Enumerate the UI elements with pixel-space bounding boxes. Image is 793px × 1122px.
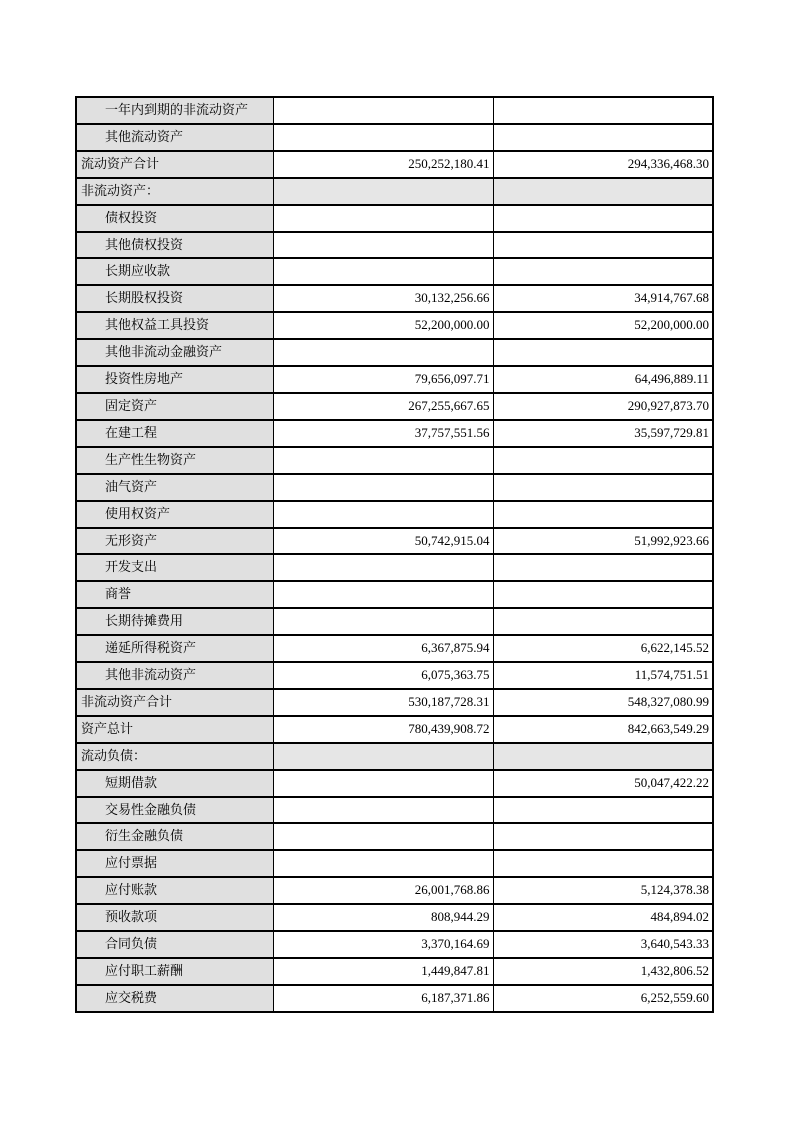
row-label: 投资性房地产 <box>76 366 273 393</box>
table-row <box>76 501 713 528</box>
amount-cell: 808,944.29 <box>273 904 493 931</box>
table-row <box>76 797 713 824</box>
row-label: 非流动资产： <box>76 178 273 205</box>
amount-cell: 1,432,806.52 <box>493 958 713 985</box>
table-row <box>76 151 713 178</box>
amount-cell <box>493 178 713 205</box>
row-label: 预收款项 <box>76 904 273 931</box>
amount-cell <box>273 554 493 581</box>
amount-cell: 6,075,363.75 <box>273 662 493 689</box>
amount-cell <box>493 850 713 877</box>
row-label: 应付账款 <box>76 877 273 904</box>
amount-cell <box>273 501 493 528</box>
amount-cell: 6,187,371.86 <box>273 985 493 1012</box>
row-label: 其他债权投资 <box>76 232 273 259</box>
row-label: 长期应收款 <box>76 258 273 285</box>
row-label: 使用权资产 <box>76 501 273 528</box>
amount-cell <box>273 178 493 205</box>
row-label: 资产总计 <box>76 716 273 743</box>
amount-cell <box>493 258 713 285</box>
amount-cell: 6,622,145.52 <box>493 635 713 662</box>
row-label: 非流动资产合计 <box>76 689 273 716</box>
amount-cell: 50,742,915.04 <box>273 528 493 555</box>
amount-cell: 3,370,164.69 <box>273 931 493 958</box>
row-label: 其他权益工具投资 <box>76 312 273 339</box>
table-row <box>76 285 713 312</box>
amount-cell <box>273 339 493 366</box>
balance-sheet-table <box>75 96 714 1013</box>
table-row <box>76 474 713 501</box>
amount-cell: 34,914,767.68 <box>493 285 713 312</box>
amount-cell <box>493 581 713 608</box>
amount-cell: 290,927,873.70 <box>493 393 713 420</box>
row-label: 债权投资 <box>76 205 273 232</box>
amount-cell: 52,200,000.00 <box>273 312 493 339</box>
amount-cell <box>273 258 493 285</box>
amount-cell <box>493 608 713 635</box>
table-row <box>76 877 713 904</box>
table-row <box>76 985 713 1012</box>
amount-cell: 530,187,728.31 <box>273 689 493 716</box>
table-row <box>76 904 713 931</box>
amount-cell <box>493 501 713 528</box>
amount-cell: 30,132,256.66 <box>273 285 493 312</box>
row-label: 衍生金融负债 <box>76 823 273 850</box>
table-row <box>76 770 713 797</box>
amount-cell <box>273 770 493 797</box>
table-row <box>76 823 713 850</box>
table-row <box>76 958 713 985</box>
row-label: 在建工程 <box>76 420 273 447</box>
amount-cell <box>273 581 493 608</box>
section-row <box>76 178 713 205</box>
table-row <box>76 689 713 716</box>
row-label: 其他流动资产 <box>76 124 273 151</box>
section-row <box>76 743 713 770</box>
amount-cell <box>493 124 713 151</box>
row-label: 应付票据 <box>76 850 273 877</box>
amount-cell <box>273 205 493 232</box>
amount-cell: 294,336,468.30 <box>493 151 713 178</box>
table-row <box>76 258 713 285</box>
amount-cell <box>273 124 493 151</box>
amount-cell: 250,252,180.41 <box>273 151 493 178</box>
table-row <box>76 97 713 124</box>
row-label: 短期借款 <box>76 770 273 797</box>
row-label: 长期股权投资 <box>76 285 273 312</box>
table-row <box>76 420 713 447</box>
amount-cell: 79,656,097.71 <box>273 366 493 393</box>
table-row <box>76 205 713 232</box>
table-row <box>76 554 713 581</box>
amount-cell: 51,992,923.66 <box>493 528 713 555</box>
amount-cell <box>493 554 713 581</box>
amount-cell <box>493 823 713 850</box>
table-row <box>76 339 713 366</box>
amount-cell <box>273 743 493 770</box>
amount-cell <box>493 232 713 259</box>
amount-cell: 5,124,378.38 <box>493 877 713 904</box>
table-body <box>76 97 713 1012</box>
table-row <box>76 232 713 259</box>
amount-cell <box>493 205 713 232</box>
table-row <box>76 850 713 877</box>
table-row <box>76 528 713 555</box>
table-row <box>76 366 713 393</box>
amount-cell: 37,757,551.56 <box>273 420 493 447</box>
amount-cell <box>273 608 493 635</box>
amount-cell <box>273 797 493 824</box>
row-label: 交易性金融负债 <box>76 797 273 824</box>
amount-cell <box>273 823 493 850</box>
amount-cell: 50,047,422.22 <box>493 770 713 797</box>
amount-cell: 35,597,729.81 <box>493 420 713 447</box>
amount-cell <box>273 232 493 259</box>
row-label: 流动负债： <box>76 743 273 770</box>
table-row <box>76 581 713 608</box>
amount-cell <box>493 797 713 824</box>
row-label: 递延所得税资产 <box>76 635 273 662</box>
row-label: 流动资产合计 <box>76 151 273 178</box>
amount-cell: 842,663,549.29 <box>493 716 713 743</box>
amount-cell <box>493 474 713 501</box>
amount-cell <box>493 743 713 770</box>
table-row <box>76 393 713 420</box>
table-row <box>76 931 713 958</box>
amount-cell: 64,496,889.11 <box>493 366 713 393</box>
amount-cell: 6,252,559.60 <box>493 985 713 1012</box>
row-label: 合同负债 <box>76 931 273 958</box>
amount-cell: 11,574,751.51 <box>493 662 713 689</box>
amount-cell: 6,367,875.94 <box>273 635 493 662</box>
row-label: 应交税费 <box>76 985 273 1012</box>
row-label: 生产性生物资产 <box>76 447 273 474</box>
amount-cell <box>273 447 493 474</box>
row-label: 固定资产 <box>76 393 273 420</box>
table-row <box>76 608 713 635</box>
row-label: 长期待摊费用 <box>76 608 273 635</box>
amount-cell <box>273 97 493 124</box>
row-label: 应付职工薪酬 <box>76 958 273 985</box>
table-row <box>76 124 713 151</box>
amount-cell <box>493 97 713 124</box>
row-label: 其他非流动资产 <box>76 662 273 689</box>
row-label: 开发支出 <box>76 554 273 581</box>
amount-cell: 548,327,080.99 <box>493 689 713 716</box>
row-label: 其他非流动金融资产 <box>76 339 273 366</box>
amount-cell: 780,439,908.72 <box>273 716 493 743</box>
table-row <box>76 662 713 689</box>
amount-cell: 26,001,768.86 <box>273 877 493 904</box>
table-row <box>76 312 713 339</box>
amount-cell <box>493 339 713 366</box>
amount-cell <box>273 850 493 877</box>
table-row <box>76 447 713 474</box>
row-label: 商誉 <box>76 581 273 608</box>
table-row <box>76 635 713 662</box>
table-row <box>76 716 713 743</box>
amount-cell: 3,640,543.33 <box>493 931 713 958</box>
row-label: 油气资产 <box>76 474 273 501</box>
amount-cell: 267,255,667.65 <box>273 393 493 420</box>
amount-cell: 484,894.02 <box>493 904 713 931</box>
amount-cell <box>273 474 493 501</box>
row-label: 无形资产 <box>76 528 273 555</box>
amount-cell: 1,449,847.81 <box>273 958 493 985</box>
row-label: 一年内到期的非流动资产 <box>76 97 273 124</box>
amount-cell <box>493 447 713 474</box>
amount-cell: 52,200,000.00 <box>493 312 713 339</box>
